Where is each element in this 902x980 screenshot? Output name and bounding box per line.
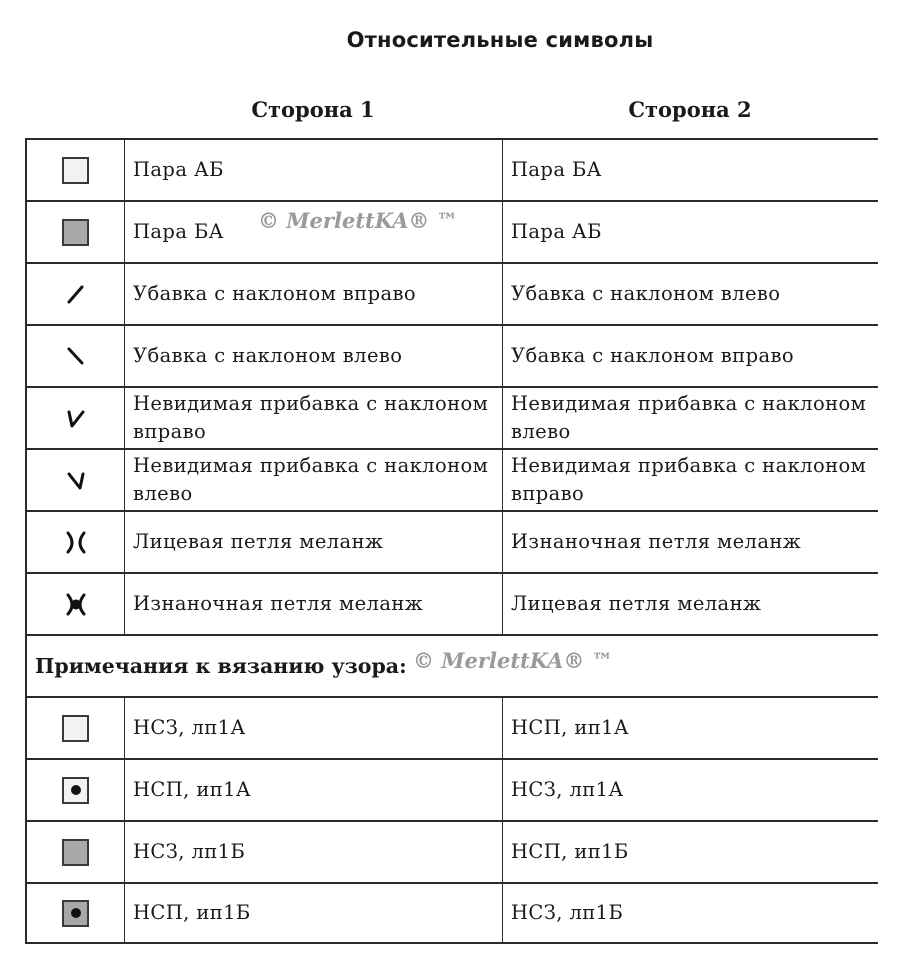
gray-square-dot-icon <box>62 900 89 927</box>
column-header-side2: Сторона 2 <box>628 97 752 122</box>
side2-text: Пара БА <box>511 158 602 181</box>
side2-text: Невидимая прибавка с наклоном вправо <box>511 454 867 505</box>
melange-purl-icon <box>61 589 91 619</box>
side1-text: Невидимая прибавка с наклоном вправо <box>133 392 489 443</box>
side2-text: Лицевая петля меланж <box>511 592 762 615</box>
table-row <box>25 882 878 944</box>
side1-text: Изнаночная петля меланж <box>133 592 424 615</box>
symbols-table <box>25 138 878 944</box>
melange-knit-icon <box>61 527 91 557</box>
table-row <box>25 820 878 882</box>
table-row <box>25 324 878 386</box>
gray-square-icon <box>62 219 89 246</box>
slash-right-icon <box>61 279 91 309</box>
slash-left-icon <box>61 341 91 371</box>
increase-left-icon <box>61 465 91 495</box>
gray-square-icon <box>62 839 89 866</box>
side1-text: Пара АБ <box>133 158 224 181</box>
side2-text: Убавка с наклоном влево <box>511 282 781 305</box>
side1-text: НСЗ, лп1А <box>133 716 246 739</box>
light-square-icon <box>62 157 89 184</box>
table-row <box>25 696 878 758</box>
side2-text: Убавка с наклоном вправо <box>511 344 795 367</box>
table-row <box>25 758 878 820</box>
side1-text: Убавка с наклоном вправо <box>133 282 417 305</box>
side2-text: Изнаночная петля меланж <box>511 530 802 553</box>
side1-text: НСЗ, лп1Б <box>133 840 246 863</box>
watermark: © MerlettKA® ™ <box>413 648 613 673</box>
table-row <box>25 572 878 634</box>
column-header-side1: Сторона 1 <box>251 97 375 122</box>
side2-text: Пара АБ <box>511 220 602 243</box>
side1-text: Убавка с наклоном влево <box>133 344 403 367</box>
side1-text: Лицевая петля меланж <box>133 530 384 553</box>
table-row <box>25 448 878 510</box>
side1-text: НСП, ип1Б <box>133 901 251 924</box>
watermark: © MerlettKA® ™ <box>258 208 458 233</box>
side2-text: НСЗ, лп1Б <box>511 901 624 924</box>
side1-text: Пара БА <box>133 220 224 243</box>
side1-text: НСП, ип1А <box>133 778 252 801</box>
table-row <box>25 138 878 200</box>
side2-text: Невидимая прибавка с наклоном влево <box>511 392 867 443</box>
increase-right-icon <box>61 403 91 433</box>
table-row <box>25 262 878 324</box>
light-square-icon <box>62 715 89 742</box>
side2-text: НСЗ, лп1А <box>511 778 624 801</box>
page-title: Относительные символы <box>346 28 654 52</box>
side2-text: НСП, ип1А <box>511 716 630 739</box>
side2-text: НСП, ип1Б <box>511 840 629 863</box>
side1-text: Невидимая прибавка с наклоном влево <box>133 454 489 505</box>
light-square-dot-icon <box>62 777 89 804</box>
table-row <box>25 510 878 572</box>
notes-heading: Примечания к вязанию узора: <box>35 654 407 678</box>
table-row <box>25 386 878 448</box>
